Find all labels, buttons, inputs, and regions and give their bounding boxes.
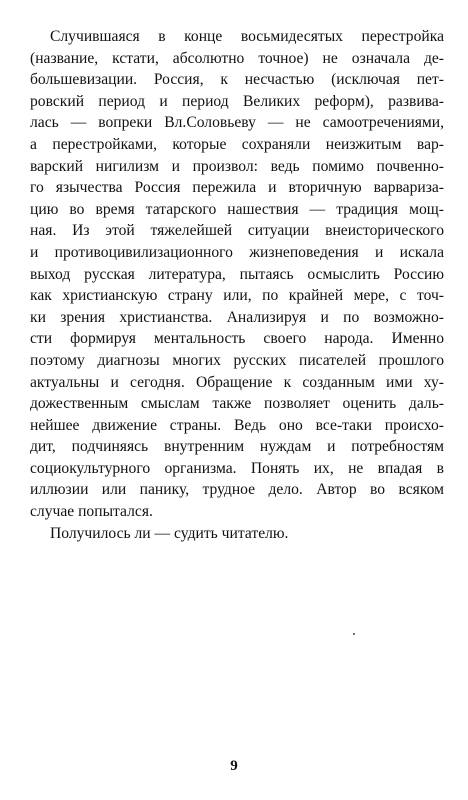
text-line: поэтому диагнозы многих русских писателей прошлого [30,351,444,369]
body-text [30,26,444,544]
text-line: большевизации. Россия, к несчастью (исключая пет- [30,71,444,89]
text-line: как христианскую страну или, по крайней мере, с точ- [30,287,444,305]
text-line: (название, кстати, абсолютно точное) не означала де- [30,49,444,67]
text-line: актуальны и сегодня. Обращение к созданным ими ху- [30,373,444,391]
text-line: варский нигилизм и произвол: ведь помимо почвенно- [30,157,444,175]
closing-paragraph: Получилось ли — судить читателю. [50,524,289,542]
text-line: сти формируя ментальность своего народа. Именно [30,330,444,348]
text-line: нейшее движение страны. Ведь оно все-таки происхо- [30,416,444,434]
text-line: Случившаяся в конце восьмидесятых перестройка [50,28,444,45]
text-line: лась — вопреки Вл.Соловьеву — не самоотречениями, [30,114,444,132]
text-line: иллюзии или панику, трудное дело. Автор во всяком [30,481,444,499]
page-number: 9 [230,758,238,774]
text-line: и противоцивилизационного жизнеповедения и искала [30,243,444,261]
text-line: цию во время татарского нашествия — традиция мощ- [30,200,444,218]
text-line: а перестройками, которые сохраняли неизжитым вар- [30,135,444,153]
text-line: ки зрения христианства. Анализируя и по возможно- [30,308,444,326]
text-line: случае попытался. [30,503,153,521]
text-line: ровский период и период Великих реформ), развива- [30,92,444,110]
text-line: социокультурного организма. Понять их, не впадая в [30,459,444,477]
scan-speck [353,633,355,635]
text-line: го язычества Россия пережила и вторичную варвариза- [30,179,444,197]
text-line: выход русская литература, пытаясь осмыслить Россию [30,265,444,283]
text-line: ная. Из этой тяжелейшей ситуации внеисторического [30,222,444,240]
text-line: дит, подчиняясь внутренним нуждам и потребностям [30,438,444,456]
text-line: дожественным смыслам также позволяет оценить даль- [30,395,444,413]
